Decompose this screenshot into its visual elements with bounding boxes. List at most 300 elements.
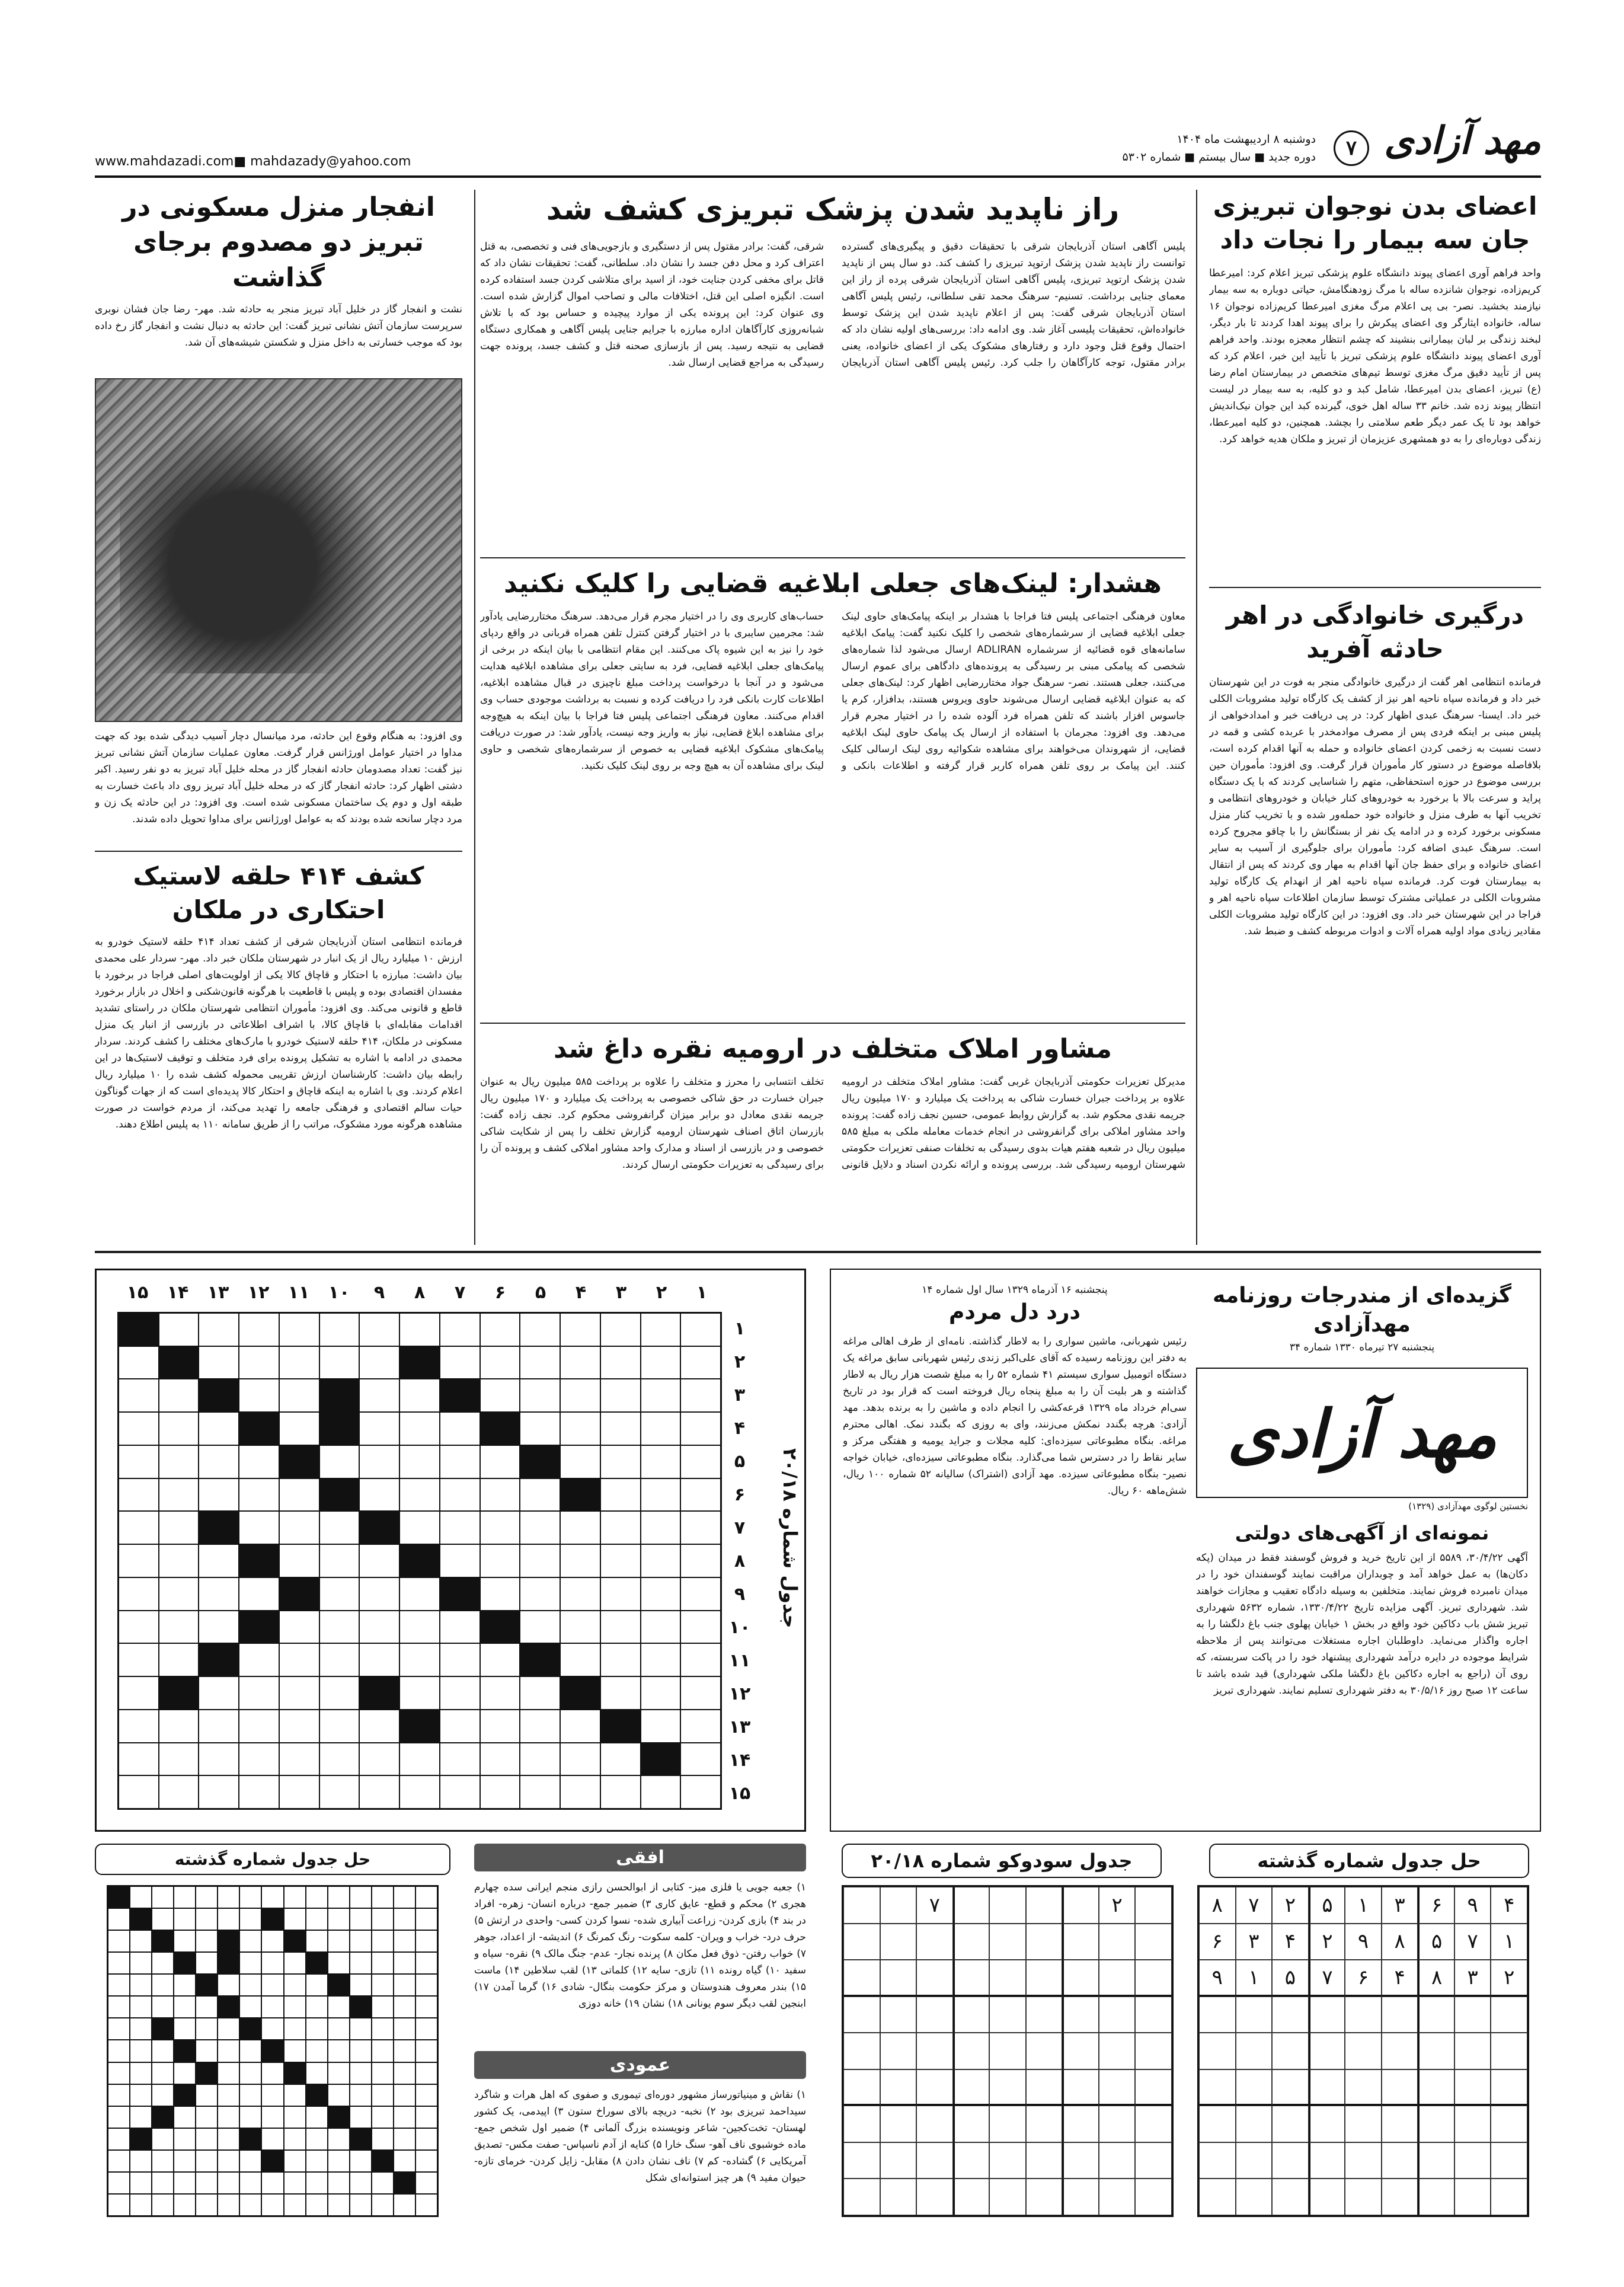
solution-cell	[130, 2172, 152, 2194]
crossword-cell	[560, 1775, 600, 1809]
sudoku-cell	[1026, 2069, 1063, 2106]
archive-title: گزیده‌ای از مندرجات روزنامه مهدآزادی	[1212, 1283, 1512, 1337]
sudoku-solution-cell: ۳	[1236, 1924, 1273, 1960]
explosion-article-title: انفجار منزل مسکونی در تبریز دو مصدوم برجای گذاشت	[122, 192, 435, 293]
sudoku-cell	[1135, 2179, 1172, 2215]
solution-cell	[196, 2150, 218, 2172]
crossword-cell	[600, 1313, 641, 1346]
sudoku-solution-cell	[1418, 2033, 1454, 2069]
crossword-cell	[279, 1379, 319, 1412]
sudoku-cell	[1062, 2069, 1099, 2106]
solution-cell	[261, 2084, 283, 2106]
sudoku-solution-cell	[1199, 2106, 1236, 2142]
doctor-article	[480, 190, 1185, 551]
solution-cell	[152, 2172, 174, 2194]
crossword-cell	[239, 1445, 279, 1478]
crossword-cell	[159, 1676, 199, 1710]
sudoku-solution-cell	[1236, 2033, 1273, 2069]
crossword-cell	[520, 1643, 560, 1676]
solution-cell	[306, 1930, 328, 1952]
solution-cell	[328, 1996, 350, 2018]
sudoku-solution-cell	[1454, 2179, 1491, 2215]
solution-cell	[218, 2040, 239, 2062]
down-clues: ۱) نقاش و مینیاتورساز مشهور دوره‌ای تیموری و صفوی که اهل هرات و شاگرد سیداحمد تبریزی بود ۲) نخبه- دریچه بالای سوراخ ستون ۳) اپیدمی، یک کشور لهستان- تخت‌کجین- شاعر ونویسنده بزرگ آلمانی ۴) ضمیر اول شخص جمع- ماده خوشبوی ناف آهو- سنگ خارا ۵) کنایه از آدم ناسپاس- صفت مکس- تصدیق آمریکایی ۶) گشاده- کم ۷) ناف نشان دادن ۸) مقابل- زایل کردن- خرمای تازه- حیوان مفید ۹) هر چیز استوانه‌ای شکل	[474, 2089, 806, 2184]
crossword-cell	[319, 1379, 360, 1412]
crossword-cell	[480, 1611, 520, 1644]
crossword-col-number: ۴	[575, 1282, 587, 1303]
sudoku-solution-cell: ۷	[1236, 1887, 1273, 1924]
sudoku-cell: ۷	[916, 1887, 953, 1924]
solution-cell	[261, 2194, 283, 2216]
solution-cell	[152, 1974, 174, 1996]
sudoku-solution-cell	[1382, 2033, 1418, 2069]
crossword-cell	[159, 1577, 199, 1611]
crossword-cell	[359, 1478, 399, 1512]
solution-cell	[218, 1930, 239, 1952]
solution-cell	[284, 2194, 306, 2216]
crossword-cell	[239, 1511, 279, 1544]
sudoku-cell	[1062, 2033, 1099, 2069]
solution-cell	[415, 2172, 437, 2194]
crossword-cell	[680, 1611, 721, 1644]
crossword-cell	[319, 1544, 360, 1577]
sudoku-solution-cell: ۶	[1345, 1960, 1382, 1997]
crossword-cell	[680, 1676, 721, 1710]
solution-cell	[415, 2040, 437, 2062]
crossword-row-number: ۳	[734, 1384, 746, 1406]
crossword-cell	[440, 1775, 480, 1809]
crossword-cell	[239, 1379, 279, 1412]
sudoku-cell	[1099, 2179, 1136, 2215]
archive-col1	[1196, 1282, 1528, 1810]
sudoku-cell	[1062, 1887, 1099, 1924]
crossword-cell	[680, 1445, 721, 1478]
solution-cell	[372, 2106, 394, 2128]
crossword-cell	[560, 1511, 600, 1544]
solution-cell	[372, 2018, 394, 2040]
crossword-cell	[159, 1544, 199, 1577]
solution-cell	[152, 2128, 174, 2150]
sudoku-solution-cell: ۳	[1382, 1887, 1418, 1924]
crossword-col-number: ۸	[414, 1282, 426, 1303]
solution-cell	[239, 1996, 261, 2018]
solution-cell	[196, 1996, 218, 2018]
archive-col2-title: درد دل مردم	[949, 1300, 1080, 1324]
solution-cell	[108, 1930, 130, 1952]
crossword-cell	[319, 1412, 360, 1445]
solution-cell	[218, 2062, 239, 2084]
crossword-cell	[119, 1775, 159, 1809]
crossword-cell	[199, 1511, 239, 1544]
solution-cell	[284, 1996, 306, 2018]
solution-cell	[239, 2172, 261, 2194]
solution-cell	[261, 1974, 283, 1996]
sudoku-solution-cell	[1382, 1997, 1418, 2033]
crossword-cell	[480, 1775, 520, 1809]
sudoku-solution-cell	[1382, 2069, 1418, 2106]
crossword-cell	[239, 1346, 279, 1379]
solution-cell	[415, 1908, 437, 1930]
sudoku-cell	[916, 1924, 953, 1960]
sudoku-cell	[1026, 2179, 1063, 2215]
crossword-col-number: ۲	[656, 1282, 667, 1303]
crossword-cell	[641, 1445, 681, 1478]
solution-cell	[196, 1930, 218, 1952]
sudoku-cell	[953, 1997, 990, 2033]
sudoku-cell	[916, 2033, 953, 2069]
solution-cell	[239, 1908, 261, 1930]
crossword-cell	[440, 1379, 480, 1412]
crossword-cell	[319, 1676, 360, 1710]
sudoku-solution-cell	[1272, 2069, 1309, 2106]
solution-cell	[130, 2084, 152, 2106]
solution-cell	[394, 2018, 415, 2040]
crossword-cell	[680, 1643, 721, 1676]
crossword-cell	[359, 1743, 399, 1776]
crossword-cell	[359, 1412, 399, 1445]
crossword-cell	[520, 1676, 560, 1710]
divider	[474, 190, 475, 1245]
crossword-col-number: ۱۴	[167, 1282, 189, 1303]
solution-cell	[108, 2040, 130, 2062]
solution-cell	[284, 1974, 306, 1996]
crossword-cell	[279, 1445, 319, 1478]
crossword-cell	[600, 1412, 641, 1445]
crossword-box	[95, 1269, 806, 1832]
sudoku-cell	[1135, 1924, 1172, 1960]
solution-cell	[284, 2172, 306, 2194]
sudoku-cell	[1099, 1960, 1136, 1997]
warning-article	[480, 566, 1185, 1017]
organ-article-title: اعضای بدن نوجوان تبریزی جان سه بیمار را نجات داد	[1213, 191, 1537, 254]
solution-cell	[306, 2018, 328, 2040]
solution-cell	[328, 2040, 350, 2062]
crossword-cell	[319, 1346, 360, 1379]
solution-cell	[394, 1996, 415, 2018]
crossword-cell	[279, 1643, 319, 1676]
crossword-cell	[199, 1611, 239, 1644]
crossword-cell	[239, 1775, 279, 1809]
solution-cell	[306, 1996, 328, 2018]
solution-cell	[108, 2018, 130, 2040]
crossword-cell	[560, 1710, 600, 1743]
property-article-body: مدیرکل تعزیرات حکومتی آذربایجان غربی گفت: مشاور املاک متخلف در ارومیه علاوه بر پرداخت جبران خسارت شاکی به پرداخت یک میلیارد و ۱۷۰ میلیون ریال جریمه نقدی محکوم شد. به گزارش روابط عمومی، حسین نجف زاده گفت: پرونده واحد مشاور املاکی برای گرانفروشی در انجام خدمات معامله ملکی به مبلغ ۵۸۵ میلیون ریال در شعبه هفتم هیات بدوی رسیدگی به تخلفات صنفی تعزیرات حکومتی شهرستان ارومیه رسیدگی شد. بررسی پرونده و ارائه نکردن اسناد و دلایل قانونی تخلف انتسابی را محرز و متخلف را علاوه بر پرداخت ۵۸۵ میلیون ریال به عنوان جبران خسارت در حق شاکی خصوصی به پرداخت یک میلیارد و ۱۷۰ میلیون ریال جریمه نقدی معادل دو برابر میزان گرانفروشی محکوم کرد. نجف زاده گفت: بازرسان اتاق اصناف شهرستان ارومیه گزارش تخلف را پس از شکایت شاکی خصوصی و در بازرسی از اسناد و مدارک واحد مشاور املاکی کشف و پرونده آن را برای رسیدگی به تعزیرات حکومتی ارسال کردند.	[480, 1076, 1185, 1171]
organ-article-body: واحد فراهم آوری اعضای پیوند دانشگاه علوم پزشکی تبریز اعلام کرد: امیرعطا کریم‌زاده، نوجوان شانزده ساله با مرگ زودهنگامش، حیاتی دوباره به سه بیمار نیازمند بخشید. نصر- بی پی اعلام مرگ مغزی امیرعطا کریم‌زاده نوجوان ۱۶ ساله، خانواده ایثارگر وی اعضای پیکرش را برای پیوند اهدا کردند تا بار دیگر، لبخند زندگی بر لبان بیمارانی بنشیند که چشم انتظار معجزه بودند. واحد فراهم آوری اعضای پیوند دانشگاه علوم پزشکی تبریز با تأیید این خبر، اعلام کرد که پس از تأیید دقیق مرگ مغزی توسط تیم‌های متخصص در بیمارستان امام رضا (ع) تبریز، اعضای بدن امیرعطا، شامل کبد و دو کلیه، به سه بیمار در لیست انتظار پیوند زده شد. خانم ۳۳ ساله اهل خوی، گیرنده کبد این جوان نیک‌اندیش خواهد بود تا یک عمر دیگر طعم سلامتی را بچشد. همچنین، دو کلیه امیرعطا، زندگی دوباره‌ای را به دو همشهری عزیزمان از تبریز و ملکان هدیه خواهد کرد.	[1209, 267, 1541, 446]
crossword-row-number: ۱۵	[728, 1783, 751, 1804]
solution-cell	[328, 1886, 350, 1908]
solution-cell	[152, 2018, 174, 2040]
crossword-cell	[279, 1346, 319, 1379]
solution-cell	[130, 2018, 152, 2040]
sudoku-cell	[1099, 2142, 1136, 2179]
crossword-cell	[399, 1346, 440, 1379]
crossword-cell	[199, 1743, 239, 1776]
crossword-cell	[359, 1710, 399, 1743]
crossword-cell	[680, 1379, 721, 1412]
solution-cell	[306, 2172, 328, 2194]
tires-article	[95, 860, 462, 1239]
crossword-cell	[279, 1775, 319, 1809]
solution-cell	[328, 2062, 350, 2084]
crossword-col-number: ۹	[373, 1282, 385, 1303]
solution-cell	[174, 2062, 196, 2084]
sudoku-solution-cell	[1491, 2106, 1527, 2142]
solution-cell	[152, 2062, 174, 2084]
solution-cell	[174, 1886, 196, 1908]
solution-cell	[261, 1930, 283, 1952]
crossword-cell	[359, 1611, 399, 1644]
explosion-article	[95, 190, 462, 842]
sudoku-cell	[989, 2179, 1026, 2215]
crossword-cell	[279, 1511, 319, 1544]
crossword-cell	[119, 1346, 159, 1379]
warning-article-body: معاون فرهنگی اجتماعی پلیس فتا فراجا با هشدار بر اینکه پیامک‌های حاوی لینک جعلی ابلاغیه قضایی از سرشماره‌های شخصی را کلیک نکنید گفت: پیامک ابلاغیه سامانه‌های قوه قضائیه از سرشماره ADLIRAN ارسال می‌شود لذا شماره‌های شخصی که پیامکی مبنی بر رسیدگی به پرونده‌های دادگاهی برای عموم ارسال می‌کنند، جعلی هستند. نصر- سرهنگ جواد مختاررضایی اظهار کرد: لینک‌های جعلی که به عنوان ابلاغیه قضایی ارسال می‌شوند حاوی ویروس هستند، بدافزار، کرم یا جاسوس افزار باشند که تلفن همراه فرد آلوده شده را در اختیار مجرم قرار می‌دهد. وی افزود: مجرمان با استفاده از ارسال یک پیامک حاوی لینک ابلاغیه قضایی، از شهروندان می‌خواهند برای مشاهده شکوائیه روی لینک ارسالی کلیک کنند. این پیامک بر روی تلفن همراه کاربر قرار گرفته و اطلاعات بانکی و حساب‌های کاربری وی را در اختیار مجرم قرار می‌دهد. سرهنگ مختاررضایی یادآور شد: مجرمین سایبری با در اختیار گرفتن کنترل تلفن همراه قربانی در واقع ردپای خود را نیز به این شیوه پاک می‌کنند. این مقام انتظامی با بیان اینکه در برخی از پیامک‌های جعلی ابلاغیه قضایی، فرد به سایتی جعلی برای مشاهده ابلاغیه هدایت می‌شود و در آنجا با درخواست پرداخت مبلغ ناچیزی در قبال مشاهده ابلاغیه، اطلاعات کارت بانکی فرد را دریافت کرده و نسبت به برداشت موجودی حساب وی اقدام می‌کنند. معاون فرهنگی اجتماعی پلیس فتا فراجا با بیان اینکه به هیچ‌وجه برای مشاهده ابلاغ قضایی، نیاز به واریز وجه نیست، یادآور شد: در صورت دریافت پیامک‌های مشکوک ابلاغیه قضایی به خصوص از سرشماره‌های شخصی و حاوی لینک برای مشاهده آن به هیچ وجه بر روی لینک کلیک نکنید.	[480, 611, 1185, 772]
newspaper-page	[95, 113, 1541, 2247]
crossword-cell	[641, 1313, 681, 1346]
solution-cell	[372, 2040, 394, 2062]
solution-title: حل جدول شماره گذشته	[95, 1844, 450, 1875]
solution-cell	[306, 1886, 328, 1908]
sudoku-cell	[1099, 1924, 1136, 1960]
crossword-col-number: ۱۲	[247, 1282, 270, 1303]
sudoku-solution-cell	[1418, 2179, 1454, 2215]
crossword-cell	[440, 1346, 480, 1379]
property-article	[480, 1031, 1185, 1239]
archive-col2-body: رئیس شهربانی، ماشین سواری را به لاطار گذاشته. نامه‌ای از طرف اهالی مراغه به دفتر این روزنامه رسیده که آقای علی‌اکبر زندی رئیس شهربانی سابق مراغه یک دستگاه اتومبیل سواری سیستم ۴۱ شماره ۵۲ را به مبلغ شصت هزار ریال به لاطار گذاشته و هر بلیت آن را به مبلغ پنجاه ریال فروخته است که قرار بود در تاریخ سی‌ام خرداد ماه ۱۳۲۹ قرعه‌کشی را انجام داده و ماشین را به برنده بدهد. مهد آزادی: هرچه بگندد نمکش می‌زنند، وای به روزی که بگندد نمک. اهالی محترم مراغه. بنگاه مطبوعاتی سیزده‌ای: کلیه مجلات و جراید یومیه و هفتگی مرکز و سایر نقاط را در دسترس شما می‌گذارد. بنگاه مطبوعاتی سیزده‌ای، خیابان خواجه نصیر- بنگاه مطبوعاتی سیزده. مهد آزادی (اشتراک) سالیانه ۵۲ شماره ۱۰۰ ریال، شش‌ماهه ۶۰ ریال.	[843, 1335, 1187, 1497]
solution-cell	[284, 2040, 306, 2062]
solution-cell	[284, 2018, 306, 2040]
solution-cell	[108, 1952, 130, 1974]
crossword-row-number: ۱۳	[728, 1716, 751, 1737]
solution-cell	[152, 2106, 174, 2128]
sudoku-cell	[1135, 2033, 1172, 2069]
crossword-cell	[560, 1478, 600, 1512]
crossword-cell	[560, 1643, 600, 1676]
sudoku-cell	[880, 1887, 917, 1924]
archive-logo-caption: نخستین لوگوی مهدآزادی (۱۳۲۹)	[1408, 1501, 1528, 1512]
crossword-cell	[440, 1643, 480, 1676]
crossword-cell	[440, 1710, 480, 1743]
solution-cell	[415, 1974, 437, 1996]
solution-cell	[218, 1886, 239, 1908]
solution-cell	[239, 2062, 261, 2084]
solution-cell	[174, 1974, 196, 1996]
crossword-cell	[159, 1412, 199, 1445]
solution-cell	[261, 1996, 283, 2018]
down-label: عمودی	[474, 2051, 806, 2079]
crossword-cell	[680, 1511, 721, 1544]
crossword-cell	[319, 1643, 360, 1676]
archive-date: پنجشنبه ۲۷ تیرماه ۱۳۳۰ شماره ۳۴	[1289, 1341, 1435, 1354]
crossword-cell	[279, 1412, 319, 1445]
crossword-cell	[399, 1710, 440, 1743]
solution-cell	[394, 2040, 415, 2062]
sudoku-solution-title: حل جدول شماره گذشته	[1209, 1844, 1529, 1878]
divider	[95, 1251, 1541, 1253]
divider	[480, 1023, 1185, 1024]
explosion-article-lead: نشت و انفجار گاز در خلیل آباد تبریز منجر به حادثه شد. مهر- رضا جان فشان نوبری سرپرست سازمان آتش نشانی تبریز گفت: این حادثه به دنبال نشت و انفجار گاز رخ داده بود که موجب خسارتی به داخل منزل و شکستن شیشه‌های آن شد.	[95, 304, 462, 349]
sudoku-cell	[843, 1924, 880, 1960]
solution-cell	[415, 1996, 437, 2018]
sudoku-cell	[989, 2142, 1026, 2179]
solution-cell	[306, 2040, 328, 2062]
crossword-cell	[560, 1676, 600, 1710]
solution-cell	[328, 2084, 350, 2106]
solution-cell	[415, 2018, 437, 2040]
crossword-row-number: ۱	[734, 1318, 746, 1339]
crossword-cell	[319, 1511, 360, 1544]
sudoku-solution-cell	[1418, 2142, 1454, 2179]
crossword-cell	[359, 1577, 399, 1611]
crossword-cell	[520, 1544, 560, 1577]
crossword-cell	[399, 1544, 440, 1577]
solution-cell	[130, 1930, 152, 1952]
page-number: ۷	[1334, 130, 1369, 166]
sudoku-cell	[916, 1997, 953, 2033]
solution-cell	[239, 1930, 261, 1952]
sudoku-cell	[880, 2142, 917, 2179]
sudoku-solution-cell: ۳	[1454, 1960, 1491, 1997]
solution-cell	[130, 1886, 152, 1908]
solution-cell	[394, 2128, 415, 2150]
crossword-cell	[399, 1577, 440, 1611]
solution-cell	[306, 2128, 328, 2150]
sudoku-solution-cell	[1272, 2106, 1309, 2142]
explosion-article-body: وی افزود: به هنگام وقوع این حادثه، مرد میانسال دچار آسیب دیدگی شده بود که جهت مداوا در اختیار عوامل اورژانس قرار گرفت. معاون عملیات سازمان آتش نشانی تبریز نیز گفت: تعداد مصدومان حادثه انفجار گاز در محله خلیل آباد تبریز به دو نفر رسید. اکبر دشتی اظهار کرد: حادثه انفجار گاز که در محله خلیل آباد تبریز روی داد باعث خسارت به طبقه اول و دوم یک ساختمان مسکونی شده است. وی افزود: در این حادثه یک زن و مرد دچار سانحه شده بودند که به عوامل اورژانس برای مداوا تحویل داده شدند.	[95, 730, 462, 826]
solution-cell	[218, 2128, 239, 2150]
crossword-cell	[399, 1478, 440, 1512]
crossword-cell	[560, 1611, 600, 1644]
solution-cell	[108, 2194, 130, 2216]
crossword-cell	[399, 1412, 440, 1445]
crossword-row-number: ۱۱	[728, 1650, 751, 1671]
solution-cell	[328, 1930, 350, 1952]
sudoku-solution-cell	[1418, 1997, 1454, 2033]
crossword-cell	[480, 1643, 520, 1676]
solution-cell	[372, 1996, 394, 2018]
masthead	[95, 113, 1541, 178]
crossword-cell	[159, 1511, 199, 1544]
solution-cell	[218, 2194, 239, 2216]
crossword-cell	[159, 1379, 199, 1412]
crossword-cell	[239, 1478, 279, 1512]
solution-cell	[328, 2018, 350, 2040]
sudoku-solution-cell	[1382, 2106, 1418, 2142]
crossword-cell	[199, 1346, 239, 1379]
sudoku-cell	[1135, 2106, 1172, 2142]
sudoku-cell	[953, 1960, 990, 1997]
solution-cell	[218, 1952, 239, 1974]
sudoku-solution-cell	[1491, 2179, 1527, 2215]
sudoku-solution-cell: ۸	[1382, 1924, 1418, 1960]
crossword-col-number: ۱۳	[207, 1282, 229, 1303]
solution-cell	[218, 1908, 239, 1930]
crossword-row-number: ۱۴	[728, 1749, 751, 1771]
crossword-cell	[480, 1710, 520, 1743]
solution-cell	[108, 2062, 130, 2084]
crossword-col-number: ۱	[696, 1282, 708, 1303]
crossword-cell	[600, 1743, 641, 1776]
sudoku-cell	[1062, 1960, 1099, 1997]
crossword-cell	[440, 1743, 480, 1776]
crossword-cell	[359, 1445, 399, 1478]
crossword-cell	[319, 1478, 360, 1512]
crossword-cell	[641, 1643, 681, 1676]
crossword-cell	[399, 1611, 440, 1644]
solution-cell	[261, 2018, 283, 2040]
sudoku-solution-cell	[1491, 2069, 1527, 2106]
sudoku-cell	[1062, 2179, 1099, 2215]
sudoku-solution-cell: ۴	[1272, 1924, 1309, 1960]
sudoku-solution-cell	[1199, 1997, 1236, 2033]
sudoku-cell	[843, 1887, 880, 1924]
solution-cell	[284, 2084, 306, 2106]
sudoku-cell	[843, 2033, 880, 2069]
sudoku-cell	[843, 2106, 880, 2142]
crossword-cell	[319, 1775, 360, 1809]
solution-cell	[174, 2018, 196, 2040]
solution-cell	[394, 1974, 415, 1996]
sudoku-solution-cell: ۹	[1199, 1960, 1236, 1997]
across-clues: ۱) جعبه جویی یا فلزی میز- کتابی از ابوالحسن رازی منجم ایرانی سده چهارم هجری ۲) محکم و قطع- عایق کاری ۳) ضمیر جمع- درباره انسان- زهره- افراد در بند ۴) بازی کردن- زراعت آبیاری شده- نسوا کردن کسی- واحدی در ارتش ۵) حرف درد- خراب و ویران- کلمه سکوت- رنگ کمرنگ ۶) اندیشه- از اعداد، جوهر ۷) خواب رفتن- ذوق فعل مکان ۸) پرنده نجار- عدم- جنگ مالک ۹) نقره- سیاه و سفید ۱۰) گیاه رونده ۱۱) تازی- سایه ۱۲) کلماتی ۱۳) لقب سلاطین ۱۴) ماست ۱۵) بندر معروف هندوستان و مرکز حکومت بنگال- شادی ۱۶) گرما آمدن ۱۷) ابنجین لقب دیگر سوم یونانی ۱۸) نشان ۱۹) خانه دوزی	[474, 1882, 806, 2010]
sudoku-solution-cell	[1309, 2179, 1345, 2215]
sudoku-solution-cell: ۷	[1309, 1960, 1345, 1997]
crossword-cell	[319, 1577, 360, 1611]
sudoku-cell	[916, 2142, 953, 2179]
crossword-cell	[159, 1346, 199, 1379]
solution-cell	[306, 1908, 328, 1930]
solution-cell	[328, 2172, 350, 2194]
sudoku-solution-cell	[1454, 2106, 1491, 2142]
crossword-cell	[440, 1478, 480, 1512]
sudoku-solution-cell	[1454, 2142, 1491, 2179]
solution-cell	[130, 2106, 152, 2128]
crossword-cell	[520, 1743, 560, 1776]
solution-cell	[174, 1930, 196, 1952]
warning-article-title: هشدار: لینک‌های جعلی ابلاغیه قضایی را کلیک نکنید	[504, 568, 1162, 599]
crossword-cell	[560, 1577, 600, 1611]
crossword-grid	[117, 1312, 722, 1810]
crossword-col-number: ۱۵	[126, 1282, 149, 1303]
crossword-row-number: ۱۰	[728, 1617, 751, 1638]
crossword-col-number: ۶	[494, 1282, 506, 1303]
crossword-cell	[600, 1643, 641, 1676]
solution-cell	[218, 2172, 239, 2194]
sudoku-solution-cell	[1345, 2106, 1382, 2142]
sudoku-cell	[916, 2179, 953, 2215]
crossword-cell	[359, 1511, 399, 1544]
sudoku-solution-cell	[1345, 2033, 1382, 2069]
sudoku-solution-cell	[1309, 2033, 1345, 2069]
crossword-cell	[600, 1379, 641, 1412]
sudoku-solution-cell	[1491, 1997, 1527, 2033]
sudoku-solution-cell	[1272, 2142, 1309, 2179]
solution-cell	[415, 2106, 437, 2128]
archive-ad-title: نمونه‌ای از آگهی‌های دولتی	[1235, 1522, 1489, 1545]
crossword-row-number: ۸	[734, 1550, 746, 1571]
solution-cell	[284, 1930, 306, 1952]
crossword-cell	[199, 1478, 239, 1512]
sudoku-cell	[953, 2142, 990, 2179]
solution-cell	[196, 1974, 218, 1996]
archive-ad-body: آگهی ۳۰/۴/۲۲، ۵۵۸۹ از این تاریخ خرید و فروش گوسفند فقط در میدان (پکه دکان‌ها) به عمل خواهد آمد و چوبداران مراقبت نمایند گوسفندان خود را در میدان نامبرده فروش نمایند. متخلفین به وسیله دادگاه تعقیب و مجازات خواهند شد. شهرداری تبریز. آگهی مزایده تاریخ ۱۳۳۰/۴/۲۲، شماره ۵۶۳۲ شهرداری تبریز شش باب دکاکین خود واقع در بخش ۱ خیابان پهلوی جنب باغ دلگشا را به اجاره واگذار می‌نماید. داوطلبان اجاره مستغلات می‌توانند پس از ملاحظه شرایط موجوده در دایره درآمد شهرداری پیشنهاد خود را در پاکت سربسته، که روی آن (راجع به اجاره دکاکین باغ دلگشا ملکی شهرداری) قید شده باشد تا ساعت ۱۲ صبح روز ۳۰/۵/۱۶ به دفتر شهرداری تسلیم نمایند. شهرداری تبریز	[1196, 1552, 1528, 1697]
sudoku-solution-cell	[1199, 2142, 1236, 2179]
crossword-cell	[239, 1577, 279, 1611]
crossword-row-number: ۲	[734, 1351, 746, 1372]
solution-cell	[261, 1908, 283, 1930]
issue-info	[1123, 130, 1316, 166]
sudoku-cell	[916, 2106, 953, 2142]
